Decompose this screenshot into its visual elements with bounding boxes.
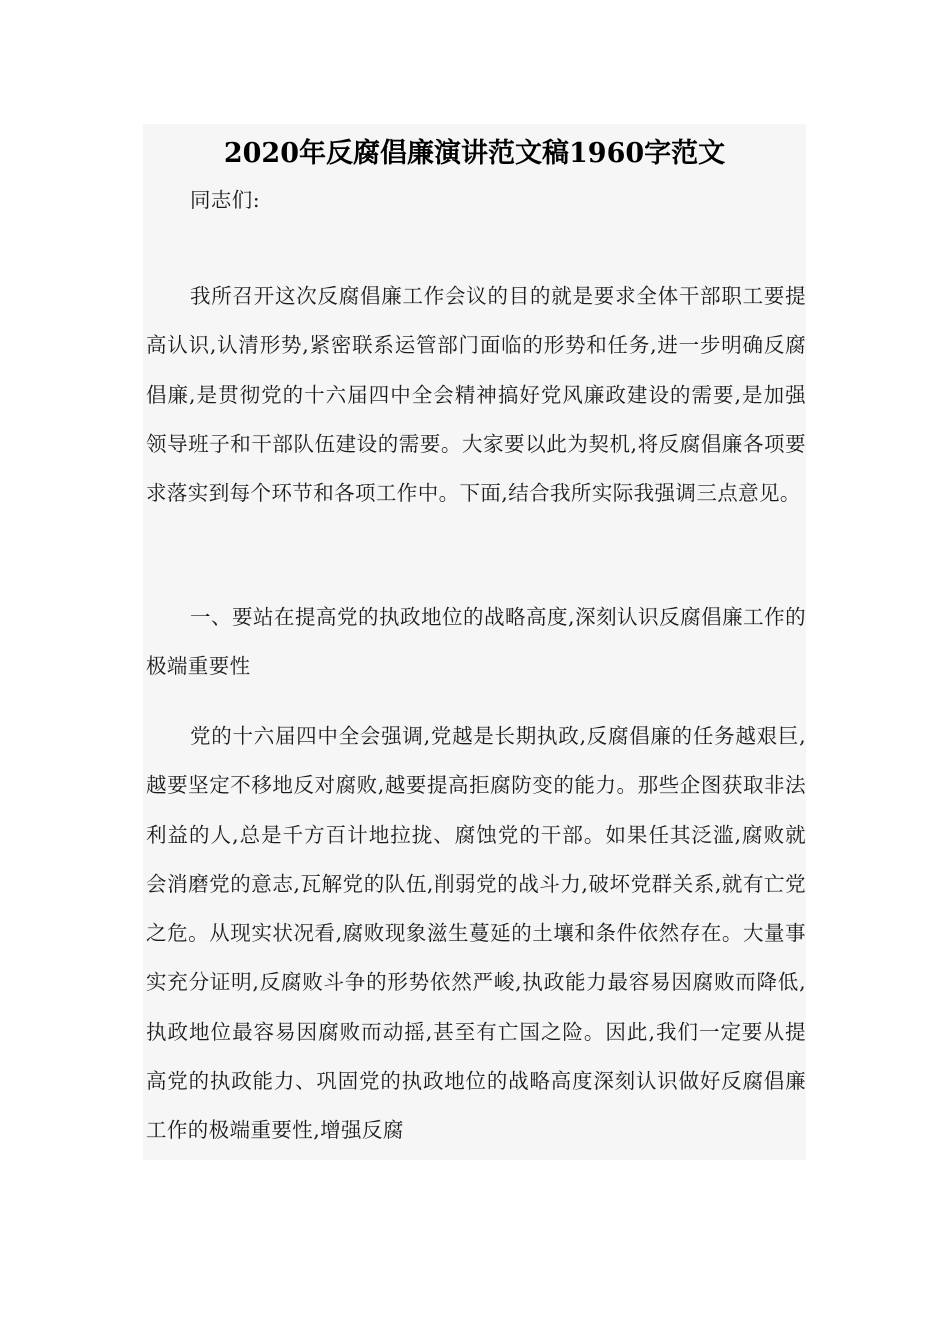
document-text-area xyxy=(143,124,806,1160)
section-body-1: 党的十六届四中全会强调,党越是长期执政,反腐倡廉的任务越艰巨,越要坚定不移地反对腐败,越要提高拒腐防变的能力。那些企图获取非法利益的人,总是千方百计地拉拢、腐蚀党的干部。如果任其泛滥,腐败就会消磨党的意志,瓦解党的队伍,削弱党的战斗力,破坏党群关系,就有亡党之危。从现实状况看,腐败现象滋生蔓延的土壤和条件依然存在。大量事实充分证明,反腐败斗争的形势依然严峻,执政能力最容易因腐败而降低,执政地位最容易因腐败而动摇,甚至有亡国之险。因此,我们一定要从提高党的执政能力、巩固党的执政地位的战略高度深刻认识做好反腐倡廉工作的极端重要性,增强反腐 xyxy=(146,724,806,1143)
section-heading-1: 一、要站在提高党的执政地位的战略高度,深刻认识反腐倡廉工作的极端重要性 xyxy=(146,605,806,679)
greeting-line: 同志们: xyxy=(190,188,261,212)
document-title: 2020年反腐倡廉演讲范文稿1960字范文 xyxy=(223,138,726,169)
intro-paragraph: 我所召开这次反腐倡廉工作会议的目的就是要求全体干部职工要提高认识,认清形势,紧密联系运管部门面临的形势和任务,进一步明确反腐倡廉,是贯彻党的十六届四中全会精神搞好党风廉政建设的需要,是加强领导班子和干部队伍建设的需要。大家要以此为契机,将反腐倡廉各项要求落实到每个环节和各项工作中。下面,结合我所实际我强调三点意见。 xyxy=(146,284,806,506)
